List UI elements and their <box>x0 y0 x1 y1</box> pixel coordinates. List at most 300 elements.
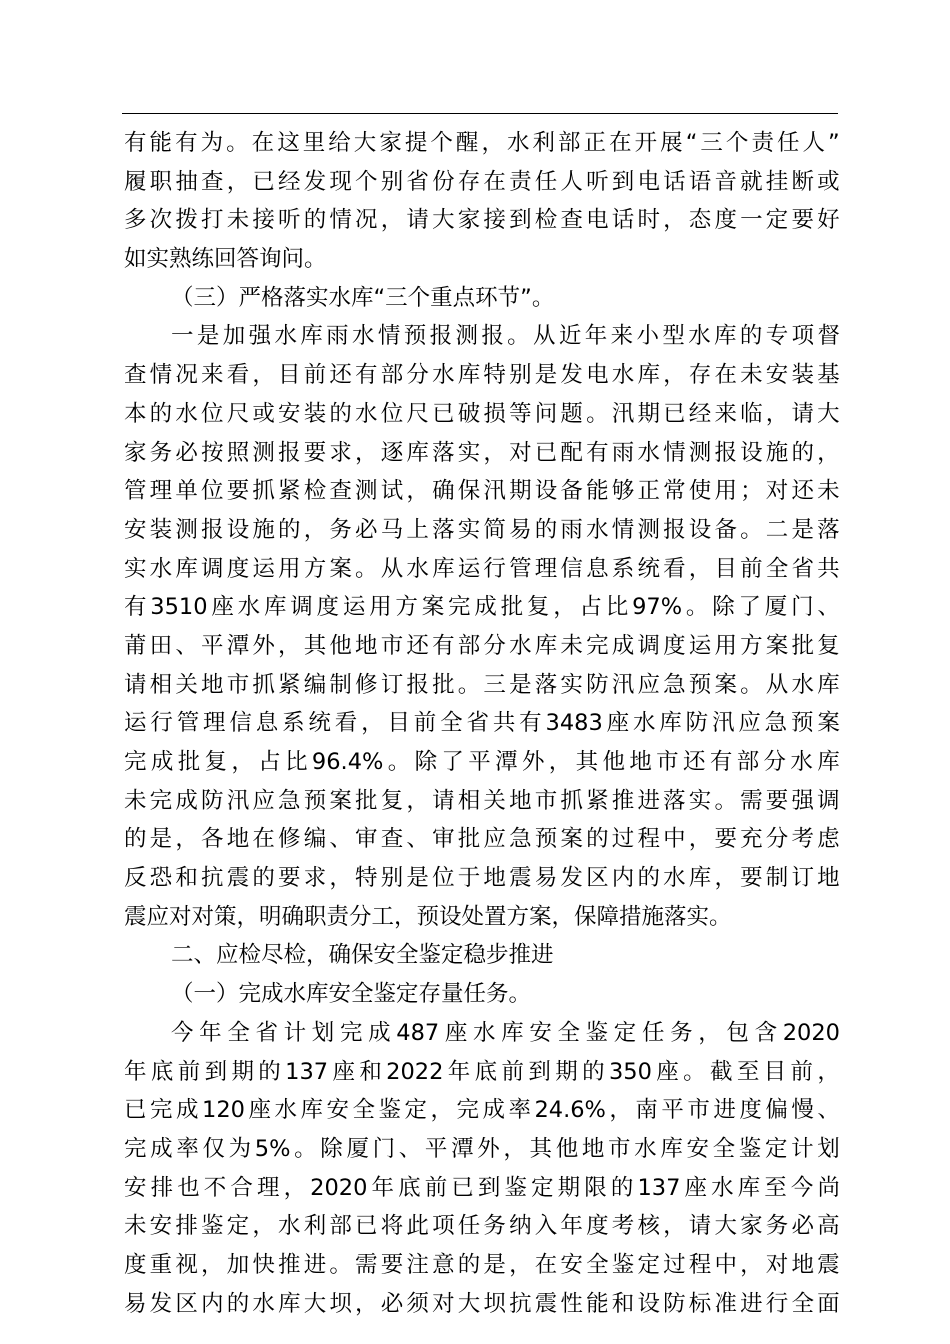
text-line <box>124 317 840 356</box>
text-line-content: 二、应检尽检，确保安全鉴定稳步推进 <box>171 942 554 969</box>
glyph: 系 <box>611 555 635 582</box>
glyph: 过 <box>611 826 635 853</box>
glyph: 电 <box>586 362 609 389</box>
glyph: 厦 <box>346 1135 369 1162</box>
glyph: 别 <box>380 168 404 195</box>
glyph: 完 <box>149 787 173 814</box>
glyph: 履 <box>124 168 147 195</box>
glyph: 查 <box>124 362 147 389</box>
glyph: ， <box>740 1251 763 1278</box>
glyph: 题 <box>560 400 583 427</box>
glyph: 重 <box>149 1251 173 1278</box>
glyph: 报 <box>663 516 686 543</box>
glyph: 是 <box>483 1251 506 1278</box>
glyph: 年 <box>447 1058 471 1085</box>
glyph: 查 <box>560 207 583 234</box>
glyph: ， <box>548 749 572 775</box>
glyph: 库 <box>501 1019 524 1046</box>
glyph: 水 <box>274 1097 297 1124</box>
glyph: 看 <box>226 362 250 389</box>
glyph: 性 <box>560 1290 583 1317</box>
glyph: 库 <box>300 323 323 350</box>
glyph: 成 <box>150 1135 173 1162</box>
glyph: 仅 <box>202 1135 225 1162</box>
glyph: 24.6% <box>534 1097 606 1124</box>
glyph: 的 <box>637 865 660 892</box>
glyph: 须 <box>406 1290 429 1317</box>
glyph: 。 <box>329 1251 352 1278</box>
glyph: 损 <box>483 400 506 427</box>
glyph: 型 <box>662 323 685 350</box>
glyph: 要 <box>765 787 789 814</box>
glyph: 定 <box>764 1135 788 1162</box>
glyph: 、 <box>398 1135 422 1162</box>
glyph: 准 <box>714 1290 737 1317</box>
glyph: 易 <box>534 865 558 892</box>
glyph: 备 <box>560 478 583 505</box>
glyph: 前 <box>740 555 763 582</box>
glyph: 他 <box>555 1135 579 1162</box>
text-line <box>124 666 840 705</box>
glyph: 目 <box>387 710 410 737</box>
glyph: 地 <box>817 865 840 892</box>
glyph: ， <box>765 400 789 427</box>
glyph: 水 <box>506 130 530 156</box>
glyph: 要 <box>791 207 814 234</box>
glyph: 简 <box>483 516 506 543</box>
glyph: 面 <box>817 1290 840 1317</box>
glyph: 座 <box>211 594 234 621</box>
glyph: ， <box>509 1251 532 1278</box>
glyph: 能 <box>586 1290 609 1317</box>
glyph: 够 <box>611 478 635 505</box>
glyph: 进 <box>713 1097 736 1124</box>
glyph: 完 <box>339 1019 363 1046</box>
glyph: 必 <box>380 1290 404 1317</box>
glyph: 查 <box>201 168 224 195</box>
glyph: 对 <box>765 1251 789 1278</box>
glyph: 调 <box>290 594 313 621</box>
glyph: 程 <box>637 826 660 853</box>
glyph: 水 <box>637 439 660 466</box>
glyph: 定 <box>613 1019 637 1046</box>
glyph: 注 <box>406 1251 429 1278</box>
glyph: 96.4% <box>311 749 384 775</box>
glyph: 库 <box>406 439 429 466</box>
glyph: 实 <box>457 439 481 466</box>
glyph: 情 <box>329 207 352 234</box>
glyph: 潭 <box>226 632 250 659</box>
glyph: 订 <box>380 671 404 698</box>
glyph: 莆 <box>124 632 147 659</box>
glyph: 水 <box>355 400 378 427</box>
glyph: 有 <box>355 362 378 389</box>
glyph: 座 <box>606 710 630 737</box>
glyph: 水 <box>611 362 635 389</box>
glyph: 汛 <box>226 787 250 814</box>
glyph: 项 <box>432 1213 455 1240</box>
glyph: 震 <box>534 1290 558 1317</box>
glyph: 的 <box>226 1290 250 1317</box>
glyph: 鉴 <box>611 1251 635 1278</box>
glyph: 大 <box>457 1290 481 1317</box>
glyph: 不 <box>203 1174 227 1201</box>
glyph: 检 <box>534 207 558 234</box>
glyph: 抓 <box>252 478 275 505</box>
glyph: 分 <box>483 632 506 659</box>
glyph: 部 <box>736 749 760 775</box>
glyph: 报 <box>714 439 737 466</box>
glyph: 方 <box>303 555 327 582</box>
glyph: 任 <box>776 130 800 156</box>
glyph: 部 <box>380 362 404 389</box>
glyph: 库 <box>659 710 682 737</box>
glyph: 求 <box>303 865 327 892</box>
glyph: 市 <box>608 1135 631 1162</box>
glyph: 他 <box>602 749 625 775</box>
glyph: 紧 <box>278 478 301 505</box>
glyph: 库 <box>714 323 737 350</box>
glyph: 醒 <box>455 130 479 156</box>
glyph: 占 <box>258 749 281 775</box>
glyph: 制 <box>329 671 352 698</box>
glyph: 就 <box>740 168 763 195</box>
glyph: 汛 <box>611 400 635 427</box>
glyph: 座 <box>332 1058 355 1085</box>
glyph: 过 <box>663 1251 686 1278</box>
glyph: 三 <box>700 130 723 156</box>
glyph: 了 <box>441 749 464 775</box>
glyph: 对 <box>432 1290 455 1317</box>
glyph: 还 <box>329 362 352 389</box>
glyph: 预 <box>688 671 712 698</box>
glyph: 请 <box>124 671 147 698</box>
glyph: 务 <box>149 439 173 466</box>
glyph: 现 <box>329 168 352 195</box>
glyph: 经 <box>278 168 301 195</box>
glyph: ， <box>252 1213 275 1240</box>
glyph: 有 <box>432 632 455 659</box>
text-line <box>124 511 840 550</box>
glyph: 落 <box>817 516 840 543</box>
glyph: 或 <box>252 400 275 427</box>
glyph: 年 <box>199 1019 222 1046</box>
glyph: 行 <box>150 710 173 737</box>
glyph: 考 <box>791 826 814 853</box>
text-line <box>124 859 840 898</box>
glyph: 期 <box>231 1058 254 1085</box>
glyph: 恐 <box>149 865 173 892</box>
glyph: 充 <box>740 826 763 853</box>
glyph: ， <box>663 362 686 389</box>
glyph: 计 <box>283 1019 307 1046</box>
glyph: 家 <box>740 1213 763 1240</box>
glyph: 大 <box>353 130 377 156</box>
glyph: 正 <box>637 478 660 505</box>
glyph: 问 <box>534 400 558 427</box>
glyph: 运 <box>457 555 481 582</box>
text-line <box>124 782 840 821</box>
glyph: 成 <box>611 632 635 659</box>
glyph: 虑 <box>817 826 840 853</box>
glyph: 复 <box>204 749 228 775</box>
glyph: 高 <box>817 1213 840 1240</box>
glyph: 水 <box>149 555 173 582</box>
glyph: 电 <box>637 168 660 195</box>
glyph: 库 <box>688 865 712 892</box>
glyph: 鉴 <box>201 1213 224 1240</box>
glyph: 除 <box>712 594 735 621</box>
glyph: 合 <box>230 1174 253 1201</box>
glyph: 有 <box>586 439 609 466</box>
glyph: 的 <box>278 516 301 543</box>
glyph: 照 <box>226 439 250 466</box>
glyph: 前 <box>424 1174 448 1201</box>
glyph: 底 <box>150 1058 174 1085</box>
glyph: 请 <box>688 1213 712 1240</box>
glyph: 潭 <box>495 749 518 775</box>
glyph: 除 <box>414 749 438 775</box>
glyph: ， <box>329 865 352 892</box>
glyph: 的 <box>582 1058 605 1085</box>
glyph: 了 <box>738 594 761 621</box>
glyph: 调 <box>817 787 840 814</box>
glyph: 完 <box>150 1097 173 1124</box>
glyph: 抓 <box>252 671 275 698</box>
glyph: 入 <box>534 1213 558 1240</box>
glyph: 调 <box>201 555 224 582</box>
text-line <box>124 163 840 202</box>
glyph: 能 <box>586 478 609 505</box>
glyph: 平 <box>661 1097 684 1124</box>
glyph: 一 <box>740 207 763 234</box>
glyph: 项 <box>791 323 815 350</box>
glyph: 行 <box>765 1290 789 1317</box>
glyph: 已 <box>663 400 686 427</box>
glyph: 。 <box>457 671 481 698</box>
glyph: 中 <box>714 1251 737 1278</box>
glyph: 临 <box>740 400 763 427</box>
glyph: ， <box>663 1213 686 1240</box>
glyph: 快 <box>252 1251 275 1278</box>
glyph: 包 <box>726 1019 749 1046</box>
glyph: 安 <box>765 362 789 389</box>
glyph: 标 <box>688 1290 712 1317</box>
document-body <box>124 124 840 1323</box>
glyph: 也 <box>177 1174 200 1201</box>
glyph: 按 <box>201 439 224 466</box>
glyph: 的 <box>258 1058 281 1085</box>
glyph: 外 <box>521 749 545 775</box>
glyph: 一 <box>171 323 194 350</box>
glyph: 南 <box>635 1097 658 1124</box>
glyph: 完 <box>124 1135 147 1162</box>
glyph: 库 <box>660 1135 683 1162</box>
glyph: 案 <box>329 555 352 582</box>
glyph: 看 <box>334 710 358 737</box>
glyph: 人 <box>802 130 826 156</box>
glyph: 大 <box>817 400 840 427</box>
glyph: 配 <box>560 439 583 466</box>
glyph: 成 <box>368 1019 391 1046</box>
text-line <box>124 356 840 395</box>
glyph: 部 <box>457 632 481 659</box>
text-line-content: （三）严格落实水库“三个重点环节”。 <box>171 284 555 311</box>
glyph: 率 <box>176 1135 199 1162</box>
glyph: 全 <box>440 710 463 737</box>
glyph: 听 <box>586 168 609 195</box>
glyph: 测 <box>637 516 660 543</box>
glyph: 本 <box>124 400 147 427</box>
glyph: 里 <box>302 130 326 156</box>
glyph: 。 <box>683 1058 706 1085</box>
glyph: 的 <box>534 516 558 543</box>
glyph: 人 <box>560 168 583 195</box>
glyph: ， <box>663 207 686 234</box>
text-line <box>124 1053 840 1092</box>
glyph: 破 <box>457 400 481 427</box>
glyph: 到 <box>204 1058 228 1085</box>
glyph: 接 <box>483 207 506 234</box>
glyph: 地 <box>201 671 224 698</box>
glyph: 3510 <box>150 594 208 621</box>
glyph: 全 <box>791 1290 814 1317</box>
glyph: 、 <box>817 594 840 621</box>
glyph: 门 <box>372 1135 396 1162</box>
glyph: 请 <box>432 787 455 814</box>
glyph: 门 <box>791 594 814 621</box>
text-line <box>124 1246 840 1285</box>
text-line <box>124 820 840 859</box>
glyph: 来 <box>714 400 737 427</box>
glyph: 相 <box>457 787 481 814</box>
glyph: 前 <box>303 362 327 389</box>
glyph: 率 <box>508 1097 531 1124</box>
glyph: 前 <box>790 1058 814 1085</box>
glyph: 话 <box>663 168 686 195</box>
glyph: 应 <box>483 826 506 853</box>
glyph: 情 <box>663 439 686 466</box>
glyph: 安 <box>149 1213 173 1240</box>
glyph: 份 <box>432 168 455 195</box>
glyph: 成 <box>482 1097 505 1124</box>
glyph: 来 <box>610 323 634 350</box>
glyph: 查 <box>329 478 352 505</box>
glyph: 挂 <box>765 168 789 195</box>
glyph: 单 <box>175 478 198 505</box>
glyph: 完 <box>456 1097 479 1124</box>
glyph: 用 <box>278 555 301 582</box>
glyph: 库 <box>637 362 660 389</box>
glyph: 次 <box>149 207 173 234</box>
glyph: 库 <box>817 671 840 698</box>
glyph: 。 <box>685 594 709 621</box>
glyph: 地 <box>581 1135 605 1162</box>
glyph: 在 <box>714 362 737 389</box>
glyph: 2022 <box>386 1058 444 1085</box>
glyph: 他 <box>329 632 352 659</box>
glyph: 是 <box>534 362 558 389</box>
glyph: 统 <box>637 555 660 582</box>
glyph: 全 <box>227 1019 250 1046</box>
glyph: 设 <box>688 516 712 543</box>
glyph: ， <box>817 1058 840 1085</box>
glyph: 年 <box>124 1058 147 1085</box>
glyph: 雨 <box>611 439 635 466</box>
glyph: 需 <box>355 1251 378 1278</box>
glyph: 发 <box>560 865 583 892</box>
glyph: 使 <box>688 478 712 505</box>
text-line <box>124 936 840 975</box>
glyph: 测 <box>175 516 198 543</box>
glyph: 况 <box>175 362 198 389</box>
glyph: 水 <box>509 632 532 659</box>
glyph: 97% <box>632 594 683 621</box>
glyph: 水 <box>432 362 455 389</box>
glyph: 在 <box>483 168 506 195</box>
glyph: ， <box>481 130 504 156</box>
glyph: 位 <box>201 400 224 427</box>
glyph: 期 <box>555 1058 578 1085</box>
glyph: 分 <box>763 749 787 775</box>
glyph: 编 <box>303 826 327 853</box>
glyph: ， <box>503 1135 526 1162</box>
glyph: 抗 <box>201 865 224 892</box>
glyph: 测 <box>688 439 712 466</box>
glyph: 态 <box>688 207 712 234</box>
glyph: 理 <box>256 1174 280 1201</box>
glyph: 的 <box>586 826 609 853</box>
glyph: 各 <box>201 826 224 853</box>
glyph: 和 <box>175 865 198 892</box>
glyph: 尺 <box>406 400 429 427</box>
glyph: 施 <box>252 516 275 543</box>
text-line <box>124 1014 840 1053</box>
glyph: 截 <box>709 1058 733 1085</box>
text-line <box>124 395 840 434</box>
glyph: 平 <box>468 749 491 775</box>
glyph: 实 <box>688 787 712 814</box>
glyph: 座 <box>248 1097 271 1124</box>
glyph: ， <box>430 1097 453 1124</box>
glyph: 务 <box>329 516 352 543</box>
glyph: 对 <box>509 439 532 466</box>
glyph: 内 <box>611 865 635 892</box>
glyph: 年 <box>371 1174 395 1201</box>
glyph: 偏 <box>765 1097 788 1124</box>
glyph: 未 <box>740 362 763 389</box>
glyph: ， <box>609 1097 632 1124</box>
glyph: 。 <box>226 130 249 156</box>
glyph: 核 <box>637 1213 660 1240</box>
glyph: 设 <box>740 439 763 466</box>
glyph: 的 <box>329 400 352 427</box>
glyph: 管 <box>509 555 532 582</box>
glyph: 编 <box>303 671 327 698</box>
glyph: 定 <box>765 207 789 234</box>
glyph: 复 <box>526 594 550 621</box>
glyph: 度 <box>586 1213 609 1240</box>
glyph: 防 <box>201 787 224 814</box>
glyph: 专 <box>765 323 789 350</box>
glyph: 未 <box>226 207 250 234</box>
glyph: 坝 <box>483 1290 506 1317</box>
glyph: 上 <box>406 516 429 543</box>
glyph: 统 <box>308 710 331 737</box>
text-line <box>124 472 840 511</box>
text-line-content: （一）完成水库安全鉴定存量任务。 <box>171 981 532 1008</box>
glyph: 必 <box>791 1213 814 1240</box>
